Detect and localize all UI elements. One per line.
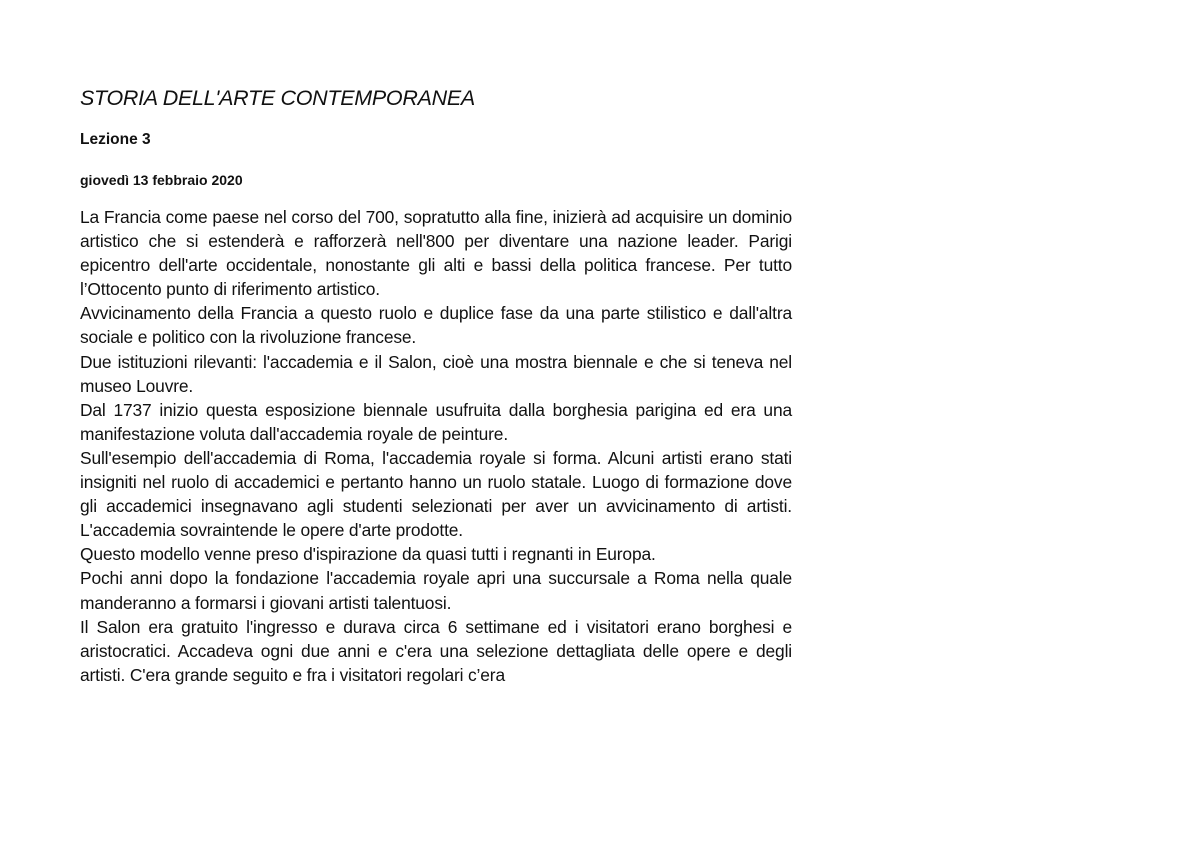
paragraph: Pochi anni dopo la fondazione l'accademia royale apri una succursale a Roma nella quale manderanno a formarsi i giovani artisti talentuosi. <box>80 568 792 613</box>
paragraph: Sull'esempio dell'accademia di Roma, l'accademia royale si forma. Alcuni artisti erano stati insigniti nel ruolo di accademici e pertanto hanno un ruolo statale. Luogo di formazione dove gli accademici insegnavano agli studenti selezionati per aver un avvicinamento di artisti. L'accademia sovraintende le opere d'arte prodotte. <box>80 447 792 541</box>
document-title: STORIA DELL'ARTE CONTEMPORANEA <box>80 86 475 110</box>
lesson-date: giovedì 13 febbraio 2020 <box>80 172 243 188</box>
paragraph: Due istituzioni rilevanti: l'accademia e il Salon, cioè una mostra biennale e che si teneva nel museo Louvre. <box>80 351 792 396</box>
paragraph: Avvicinamento della Francia a questo ruolo e duplice fase da una parte stilistico e dall'altra sociale e politico con la rivoluzione francese. <box>80 303 792 348</box>
paragraph: Questo modello venne preso d'ispirazione da quasi tutti i regnanti in Europa. <box>80 544 656 565</box>
document-page <box>80 84 792 687</box>
paragraph: Il Salon era gratuito l'ingresso e durava circa 6 settimane ed i visitatori erano borghesi e aristocratici. Accadeva ogni due anni e c'era una selezione dettagliata delle opere e degli artisti. C'era grande seguito e fra i visitatori regolari c’era <box>80 616 792 685</box>
paragraph: La Francia come paese nel corso del 700, sopratutto alla fine, inizierà ad acquisire un dominio artistico che si estenderà e rafforzerà nell'800 per diventare una nazione leader. Parigi epicentro dell'arte occidentale, nonostante gli alti e bassi della politica francese. Per tutto l’Ottocento punto di riferimento artistico. <box>80 207 792 300</box>
document-body <box>80 205 792 687</box>
lesson-heading: Lezione 3 <box>80 131 151 148</box>
paragraph: Dal 1737 inizio questa esposizione biennale usufruita dalla borghesia parigina ed era una manifestazione voluta dall'accademia royale de peinture. <box>80 399 792 444</box>
